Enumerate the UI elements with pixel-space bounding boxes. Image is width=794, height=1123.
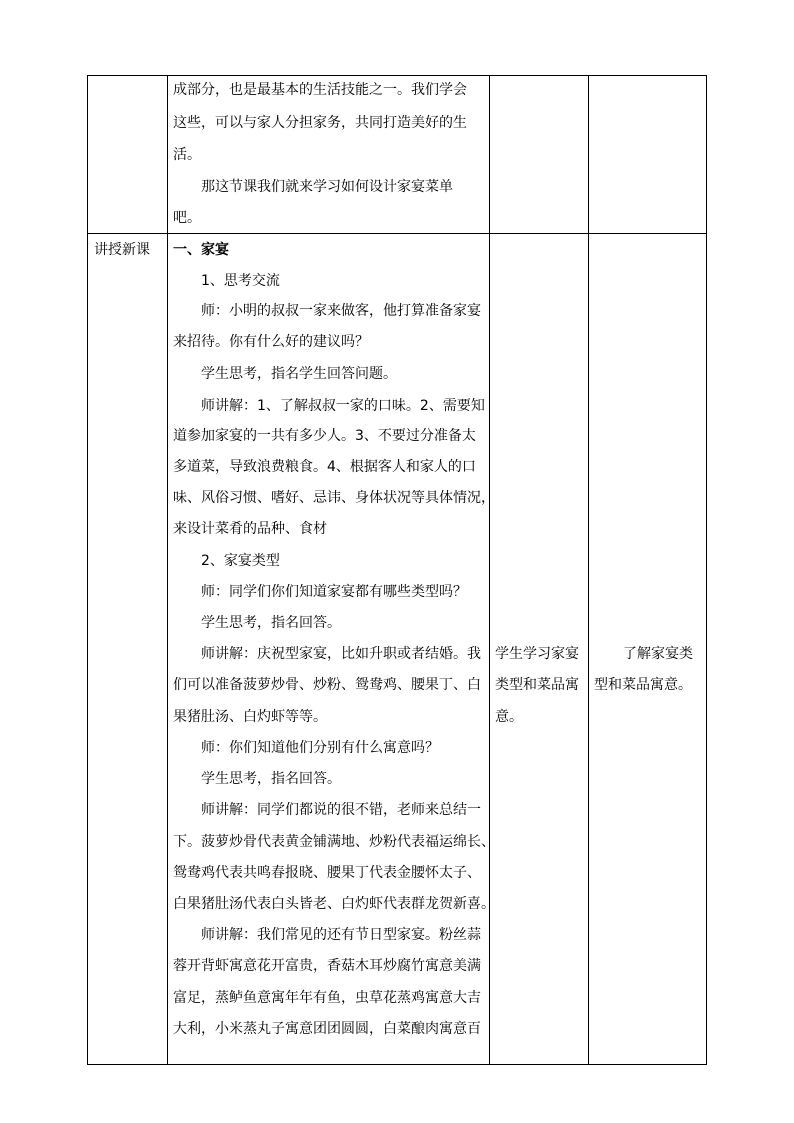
table-border-top (87, 75, 707, 76)
content-line: 来设计菜肴的品种、食材 (173, 521, 327, 537)
table-border-bottom (87, 1064, 707, 1065)
content-line: 师讲解：我们常见的还有节日型家宴。粉丝蒜 (201, 927, 481, 943)
content-line: 富足，蒸鲈鱼意寓年年有鱼，虫草花蒸鸡寓意大吉 (173, 990, 481, 1006)
content-line: 师讲解：1、了解叔叔一家的口味。2、需要知 (201, 398, 485, 414)
content-line: 学生思考，指名回答。 (201, 771, 341, 787)
student-activity-line: 意。 (495, 709, 523, 725)
section-heading: 一、家宴 (173, 242, 229, 258)
content-line: 这些，可以与家人分担家务，共同打造美好的生 (173, 115, 467, 131)
content-line: 来招待。你有什么好的建议吗？ (173, 334, 369, 350)
content-line: 鸳鸯鸡代表共鸣春报晓、腰果丁代表金腰怀太子、 (173, 865, 481, 881)
content-line: 师：你们知道他们分别有什么寓意吗？ (201, 740, 439, 756)
content-line: 师讲解：庆祝型家宴，比如升职或者结婚。我 (201, 646, 481, 662)
content-line: 们可以准备菠萝炒骨、炒粉、鸳鸯鸡、腰果丁、白 (173, 677, 481, 693)
content-line: 多道菜，导致浪费粮食。4、根据客人和家人的口 (173, 459, 476, 475)
content-line: 师：同学们你们知道家宴都有哪些类型吗？ (201, 584, 467, 600)
content-line: 下。菠萝炒骨代表黄金铺满地、炒粉代表福运绵长、 (173, 834, 495, 850)
design-intent-line: 了解家宴类 (623, 646, 693, 662)
table-border-left (87, 75, 88, 1065)
content-line: 师讲解：同学们都说的很不错，老师来总结一 (201, 802, 481, 818)
content-line: 果猪肚汤、白灼虾等等。 (173, 709, 327, 725)
content-line: 味、风俗习惯、嗜好、忌讳、身体状况等具体情况， (173, 490, 495, 506)
section-label: 讲授新课 (94, 242, 150, 258)
row-divider (87, 233, 707, 234)
content-line: 大利，小米蒸丸子寓意团团圆圆，白菜酿肉寓意百 (173, 1021, 481, 1037)
column-divider-3 (588, 75, 589, 1065)
subsection-heading: 2、家宴类型 (201, 553, 280, 569)
student-activity-line: 类型和菜品寓 (495, 677, 579, 693)
column-divider-2 (489, 75, 490, 1065)
content-line: 活。 (173, 147, 201, 163)
content-line: 学生思考，指名学生回答问题。 (201, 366, 397, 382)
content-line: 蓉开背虾寓意花开富贵，香菇木耳炒腐竹寓意美满 (173, 958, 481, 974)
content-line: 白果猪肚汤代表白头皆老、白灼虾代表群龙贺新喜。 (173, 896, 495, 912)
column-divider-1 (167, 75, 168, 1065)
content-line: 师：小明的叔叔一家来做客，他打算准备家宴 (201, 303, 481, 319)
content-line: 成部分，也是最基本的生活技能之一。我们学会 (173, 82, 467, 98)
student-activity-line: 学生学习家宴 (495, 646, 579, 662)
content-line: 吧。 (173, 210, 201, 226)
content-line: 道参加家宴的一共有多少人。3、不要过分准备太 (173, 428, 476, 444)
content-line: 那这节课我们就来学习如何设计家宴菜单 (201, 179, 453, 195)
table-border-right (706, 75, 707, 1065)
subsection-heading: 1、思考交流 (201, 273, 280, 289)
design-intent-line: 型和菜品寓意。 (594, 677, 692, 693)
content-line: 学生思考，指名回答。 (201, 615, 341, 631)
